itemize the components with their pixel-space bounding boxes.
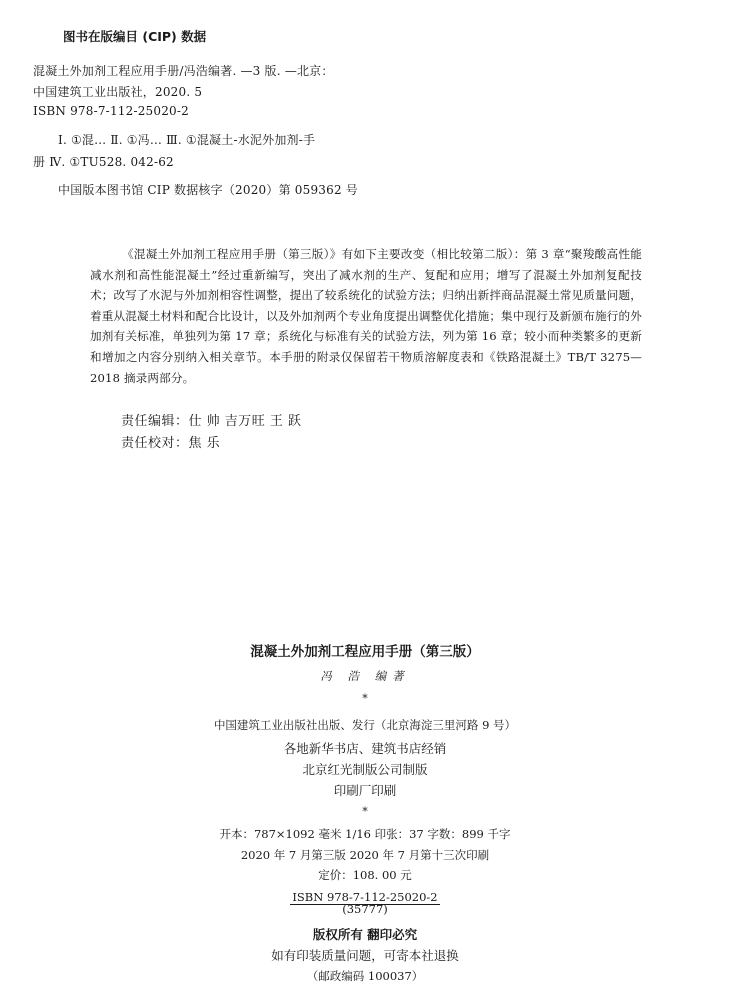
colophon-code: (35777) xyxy=(342,902,388,916)
cip-line-catalog-number: 中国版本图书馆 CIP 数据核字（2020）第 059362 号 xyxy=(58,183,359,197)
colophon-printer: 印刷厂印刷 xyxy=(333,783,397,798)
colophon-distributor: 各地新华书店、建筑书店经销 xyxy=(283,741,447,756)
cip-line-title: 混凝土外加剂工程应用手册/冯浩编著. —3 版. —北京： xyxy=(33,64,334,78)
responsible-editors: 责任编辑：仕 帅 吉万旺 王 跃 xyxy=(121,414,302,429)
colophon-edition: 2020 年 7 月第三版 2020 年 7 月第十三次印刷 xyxy=(240,848,490,862)
colophon-typesetter: 北京红光制版公司制版 xyxy=(302,762,428,777)
cip-heading: 图书在版编目 (CIP) 数据 xyxy=(63,29,207,44)
colophon-postal: （邮政编码 100037） xyxy=(306,969,424,983)
colophon-rights: 版权所有 翻印必究 xyxy=(312,927,418,942)
cip-line-classification: 册 Ⅳ. ①TU528. 042-62 xyxy=(33,155,174,169)
cip-line-publisher: 中国建筑工业出版社，2020. 5 xyxy=(33,85,203,99)
colophon-specs: 开本：787×1092 毫米 1/16 印张：37 字数：899 千字 xyxy=(219,827,511,841)
cip-line-subjects: Ⅰ. ①混… Ⅱ. ①冯… Ⅲ. ①混凝土-水泥外加剂-手 xyxy=(58,133,316,147)
colophon-price: 定价：108. 00 元 xyxy=(318,868,412,882)
colophon-star-1: * xyxy=(362,692,368,705)
colophon-publisher: 中国建筑工业出版社出版、发行（北京海淀三里河路 9 号） xyxy=(213,718,517,732)
colophon-returns: 如有印装质量问题，可寄本社退换 xyxy=(271,948,459,963)
colophon-author: 冯 浩 编著 xyxy=(320,669,410,683)
colophon-star-2: * xyxy=(362,805,368,818)
colophon-isbn: ISBN 978-7-112-25020-2 xyxy=(292,890,438,904)
colophon-title: 混凝土外加剂工程应用手册（第三版） xyxy=(250,644,480,660)
cip-line-isbn: ISBN 978-7-112-25020-2 xyxy=(33,104,189,118)
intro-paragraph: 《混凝土外加剂工程应用手册（第三版）》有如下主要改变（相比较第二版）：第 3 章“聚羧酸高性能减水剂和高性能混凝土”经过重新编写，突出了减水剂的生产、复配和应用；增写了混凝土外加剂复配技术；改写了水泥与外加剂相容性调整，提出了较系统化的试验方法；归纳出新拌商品混凝土常见质量问题，着重从混凝土材料和配合比设计，以及外加剂两个专业角度提出调整优化措施；集中现行及新颁布施行的外加剂有关标准，单独列为第 17 章；系统化与标准有关的试验方法，列为第 16 章；较小而种类繁多的更新和增加之内容分别纳入相关章节。本手册的附录仅保留若干物质溶解度表和《铁路混凝土》TB/T 3275—2018 摘录两部分。 xyxy=(90,247,642,385)
responsible-proofreader: 责任校对：焦 乐 xyxy=(121,436,221,451)
